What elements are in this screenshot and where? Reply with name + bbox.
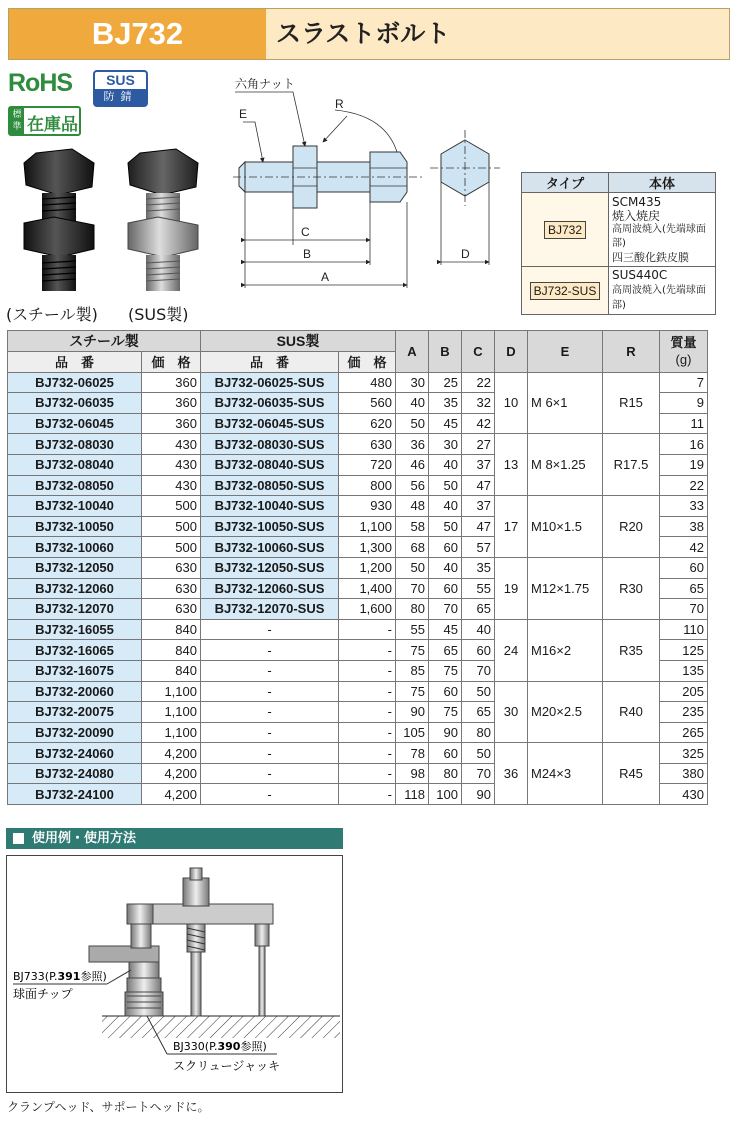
dim-R: R35 [603, 619, 660, 681]
dim-D: 19 [495, 557, 528, 619]
dim-B: 60 [429, 681, 462, 702]
part-number-steel: BJ732-24100 [8, 784, 142, 805]
price-sus: 1,300 [339, 537, 396, 558]
dim-A: 75 [396, 681, 429, 702]
dim-C-label: C [301, 225, 310, 239]
dim-B: 75 [429, 702, 462, 723]
subheader-price: 価 格 [339, 352, 396, 373]
stock-badge [8, 106, 81, 136]
spec-row-type [522, 193, 609, 267]
dim-E: M24×3 [528, 743, 603, 805]
price-sus: 930 [339, 496, 396, 517]
price-sus: - [339, 743, 396, 764]
dim-A: 80 [396, 599, 429, 620]
dim-C: 60 [462, 640, 495, 661]
hex-nut-label: 六角ナット [235, 77, 295, 91]
dim-B: 35 [429, 393, 462, 414]
tip-label: BJ733(P.391参照) [13, 970, 107, 983]
part-number-sus: BJ732-06045-SUS [201, 413, 339, 434]
dim-D: 36 [495, 743, 528, 805]
price-sus: - [339, 763, 396, 784]
part-number-steel: BJ732-20075 [8, 702, 142, 723]
price-sus: - [339, 784, 396, 805]
price-steel: 630 [142, 578, 201, 599]
mass: 42 [660, 537, 708, 558]
type-badge-steel: BJ732 [544, 221, 586, 239]
mass: 135 [660, 660, 708, 681]
mass: 380 [660, 763, 708, 784]
price-steel: 630 [142, 557, 201, 578]
dim-R: R45 [603, 743, 660, 805]
part-number-sus: - [201, 619, 339, 640]
mass: 265 [660, 722, 708, 743]
mass: 33 [660, 496, 708, 517]
price-steel: 430 [142, 434, 201, 455]
header-D: D [495, 331, 528, 373]
sus-bolt-photo [118, 145, 210, 295]
dim-A: 118 [396, 784, 429, 805]
price-steel: 500 [142, 516, 201, 537]
dim-A-label: A [321, 270, 330, 284]
dim-B: 40 [429, 496, 462, 517]
type-badge-sus: BJ732-SUS [530, 282, 601, 300]
dim-D: 30 [495, 681, 528, 743]
mass: 430 [660, 784, 708, 805]
price-steel: 4,200 [142, 743, 201, 764]
mass: 125 [660, 640, 708, 661]
stock-badge-label: 在庫品 [27, 115, 78, 135]
part-number-steel: BJ732-08040 [8, 454, 142, 475]
spec-header-type: タイプ [522, 173, 609, 193]
price-steel: 360 [142, 393, 201, 414]
dim-A: 68 [396, 537, 429, 558]
price-steel: 1,100 [142, 681, 201, 702]
steel-caption: (スチール製) [6, 305, 98, 324]
price-sus: 800 [339, 475, 396, 496]
price-sus: 1,100 [339, 516, 396, 537]
dim-B: 100 [429, 784, 462, 805]
dim-D: 13 [495, 434, 528, 496]
dim-B: 30 [429, 434, 462, 455]
part-number-steel: BJ732-06025 [8, 372, 142, 393]
part-number-sus: BJ732-12050-SUS [201, 557, 339, 578]
mass: 60 [660, 557, 708, 578]
part-number-steel: BJ732-08030 [8, 434, 142, 455]
dim-E-label: E [239, 107, 248, 121]
dim-R: R40 [603, 681, 660, 743]
dim-B: 60 [429, 537, 462, 558]
dim-A: 46 [396, 454, 429, 475]
part-number-sus: BJ732-08040-SUS [201, 454, 339, 475]
header-A: A [396, 331, 429, 373]
price-steel: 1,100 [142, 702, 201, 723]
dim-B: 75 [429, 660, 462, 681]
dim-B: 65 [429, 640, 462, 661]
part-number-steel: BJ732-12070 [8, 599, 142, 620]
header-sus: SUS製 [201, 331, 396, 352]
price-sus: - [339, 660, 396, 681]
dim-E: M 8×1.25 [528, 434, 603, 496]
price-sus: 630 [339, 434, 396, 455]
dim-A: 56 [396, 475, 429, 496]
part-number-steel: BJ732-06035 [8, 393, 142, 414]
dim-C: 65 [462, 599, 495, 620]
dim-A: 30 [396, 372, 429, 393]
header-R: R [603, 331, 660, 373]
dim-B: 90 [429, 722, 462, 743]
price-steel: 4,200 [142, 763, 201, 784]
part-number-steel: BJ732-08050 [8, 475, 142, 496]
spec-header-body: 本体 [609, 173, 716, 193]
dim-R: R30 [603, 557, 660, 619]
part-number-sus: - [201, 640, 339, 661]
dim-C: 65 [462, 702, 495, 723]
usage-footer: クランプヘッド、サポートヘッドに。 [7, 1100, 210, 1114]
dim-A: 58 [396, 516, 429, 537]
bolt-head [183, 878, 209, 906]
part-number-steel: BJ732-16075 [8, 660, 142, 681]
spec-row-body: SUS440C 高周波焼入(先端球面部) [609, 267, 716, 315]
header-steel: スチール製 [8, 331, 201, 352]
price-steel: 840 [142, 619, 201, 640]
part-number-sus: BJ732-10060-SUS [201, 537, 339, 558]
dim-B: 40 [429, 454, 462, 475]
dim-A: 85 [396, 660, 429, 681]
price-sus: 1,400 [339, 578, 396, 599]
part-number-sus: - [201, 702, 339, 723]
part-number-sus: - [201, 660, 339, 681]
part-number-sus: BJ732-12070-SUS [201, 599, 339, 620]
mass: 11 [660, 413, 708, 434]
dim-A: 75 [396, 640, 429, 661]
product-title: スラストボルト [276, 19, 451, 48]
price-sus: 1,600 [339, 599, 396, 620]
sus-caption: (SUS製) [128, 305, 189, 324]
dim-C: 50 [462, 681, 495, 702]
dim-B: 50 [429, 475, 462, 496]
dim-A: 40 [396, 393, 429, 414]
dim-D: 17 [495, 496, 528, 558]
part-number-steel: BJ732-10060 [8, 537, 142, 558]
dim-B: 45 [429, 619, 462, 640]
price-steel: 840 [142, 640, 201, 661]
dim-E: M 6×1 [528, 372, 603, 434]
dim-B: 50 [429, 516, 462, 537]
price-sus: - [339, 702, 396, 723]
dim-A: 36 [396, 434, 429, 455]
dim-D-label: D [461, 247, 470, 261]
part-number-steel: BJ732-20060 [8, 681, 142, 702]
dim-R: R15 [603, 372, 660, 434]
dim-R: R20 [603, 496, 660, 558]
dim-R-label: R [335, 97, 344, 111]
table-row [8, 496, 708, 517]
mass: 16 [660, 434, 708, 455]
dim-C: 70 [462, 660, 495, 681]
part-number-sus: - [201, 743, 339, 764]
dim-E: M10×1.5 [528, 496, 603, 558]
dim-E: M16×2 [528, 619, 603, 681]
part-number-sus: - [201, 722, 339, 743]
part-number-steel: BJ732-16065 [8, 640, 142, 661]
dim-A: 78 [396, 743, 429, 764]
mass: 65 [660, 578, 708, 599]
part-number-sus: BJ732-08030-SUS [201, 434, 339, 455]
dim-C: 55 [462, 578, 495, 599]
tip-name: 球面チップ [13, 987, 73, 1001]
dim-B: 60 [429, 743, 462, 764]
dim-C: 32 [462, 393, 495, 414]
part-number-steel: BJ732-12050 [8, 557, 142, 578]
square-icon [13, 833, 24, 844]
usage-section-title: 使用例・使用方法 [32, 831, 137, 846]
price-steel: 430 [142, 454, 201, 475]
table-row [8, 619, 708, 640]
price-steel: 360 [142, 372, 201, 393]
price-sus: - [339, 681, 396, 702]
dim-A: 70 [396, 578, 429, 599]
mass: 22 [660, 475, 708, 496]
price-sus: 720 [339, 454, 396, 475]
dim-A: 48 [396, 496, 429, 517]
part-number-steel: BJ732-06045 [8, 413, 142, 434]
sus-badge [93, 70, 148, 107]
table-row [8, 743, 708, 764]
usage-diagram [7, 856, 342, 1092]
subheader-part: 品 番 [201, 352, 339, 373]
stock-badge-small: 標準 [10, 108, 24, 134]
material-spec-table [521, 172, 716, 315]
price-sus: 480 [339, 372, 396, 393]
dim-A: 55 [396, 619, 429, 640]
part-number-steel: BJ732-12060 [8, 578, 142, 599]
header-bar [8, 8, 730, 60]
dim-A: 105 [396, 722, 429, 743]
header-E: E [528, 331, 603, 373]
part-number-steel: BJ732-10040 [8, 496, 142, 517]
dim-B: 45 [429, 413, 462, 434]
price-steel: 1,100 [142, 722, 201, 743]
usage-section-header [6, 828, 343, 849]
subheader-price: 価 格 [142, 352, 201, 373]
price-steel: 500 [142, 496, 201, 517]
part-number-sus: - [201, 763, 339, 784]
price-steel: 630 [142, 599, 201, 620]
dim-C: 90 [462, 784, 495, 805]
dim-R: R17.5 [603, 434, 660, 496]
price-steel: 4,200 [142, 784, 201, 805]
sus-badge-sub: 防錆 [95, 89, 146, 105]
part-number-steel: BJ732-24080 [8, 763, 142, 784]
mass: 7 [660, 372, 708, 393]
part-number-sus: BJ732-10040-SUS [201, 496, 339, 517]
table-row [8, 681, 708, 702]
header-B: B [429, 331, 462, 373]
mass: 235 [660, 702, 708, 723]
dim-B-label: B [303, 247, 312, 261]
part-number-sus: BJ732-10050-SUS [201, 516, 339, 537]
dim-C: 50 [462, 743, 495, 764]
dim-C: 70 [462, 763, 495, 784]
dim-A: 50 [396, 557, 429, 578]
part-number-steel: BJ732-10050 [8, 516, 142, 537]
dim-C: 27 [462, 434, 495, 455]
floor-hatch [102, 1016, 340, 1038]
table-row [8, 557, 708, 578]
dim-B: 80 [429, 763, 462, 784]
steel-bolt-photo [14, 145, 106, 295]
price-sus: - [339, 722, 396, 743]
dim-C: 35 [462, 557, 495, 578]
part-number-steel: BJ732-16055 [8, 619, 142, 640]
dim-C: 37 [462, 496, 495, 517]
part-number-sus: - [201, 681, 339, 702]
part-number-sus: BJ732-08050-SUS [201, 475, 339, 496]
mass: 38 [660, 516, 708, 537]
jack-label: BJ330(P.390参照) [173, 1040, 267, 1053]
dim-B: 70 [429, 599, 462, 620]
dim-B: 25 [429, 372, 462, 393]
dim-D: 24 [495, 619, 528, 681]
dimension-drawing [225, 70, 515, 300]
dim-A: 90 [396, 702, 429, 723]
product-code: BJ732 [9, 9, 266, 59]
rohs-badge: RoHS [8, 69, 73, 97]
header-mass: 質量 (g) [660, 331, 708, 373]
mass: 19 [660, 454, 708, 475]
price-steel: 500 [142, 537, 201, 558]
part-number-sus: BJ732-06035-SUS [201, 393, 339, 414]
price-steel: 840 [142, 660, 201, 681]
product-table [7, 330, 708, 805]
price-steel: 430 [142, 475, 201, 496]
dim-E: M20×2.5 [528, 681, 603, 743]
mass: 205 [660, 681, 708, 702]
dim-B: 60 [429, 578, 462, 599]
price-sus: 1,200 [339, 557, 396, 578]
part-number-sus: BJ732-12060-SUS [201, 578, 339, 599]
part-number-steel: BJ732-20090 [8, 722, 142, 743]
product-table-body [8, 372, 708, 804]
dim-C: 37 [462, 454, 495, 475]
price-sus: - [339, 640, 396, 661]
part-number-steel: BJ732-24060 [8, 743, 142, 764]
dim-C: 22 [462, 372, 495, 393]
dim-C: 47 [462, 516, 495, 537]
dim-A: 50 [396, 413, 429, 434]
part-number-sus: - [201, 784, 339, 805]
stud [191, 952, 201, 1016]
dim-C: 47 [462, 475, 495, 496]
spherical-tip [129, 962, 159, 978]
price-sus: 620 [339, 413, 396, 434]
thrust-bolt [259, 946, 265, 1016]
usage-illustration [6, 855, 343, 1093]
jack-name: スクリュージャッキ [173, 1059, 281, 1073]
dim-A: 98 [396, 763, 429, 784]
spec-row-body: SCM435 焼入焼戻 高周波焼入(先端球面部) 四三酸化鉄皮膜 [609, 193, 716, 267]
dim-C: 42 [462, 413, 495, 434]
price-sus: - [339, 619, 396, 640]
table-row [8, 434, 708, 455]
mass: 9 [660, 393, 708, 414]
dim-B: 40 [429, 557, 462, 578]
dim-C: 40 [462, 619, 495, 640]
header-C: C [462, 331, 495, 373]
mass: 325 [660, 743, 708, 764]
dim-C: 80 [462, 722, 495, 743]
mass: 70 [660, 599, 708, 620]
subheader-part: 品 番 [8, 352, 142, 373]
table-row [8, 372, 708, 393]
dim-C: 57 [462, 537, 495, 558]
dim-E: M12×1.75 [528, 557, 603, 619]
sus-badge-label: SUS [106, 72, 135, 88]
spec-row-type [522, 267, 609, 315]
mass: 110 [660, 619, 708, 640]
price-steel: 360 [142, 413, 201, 434]
part-number-sus: BJ732-06025-SUS [201, 372, 339, 393]
price-sus: 560 [339, 393, 396, 414]
dim-D: 10 [495, 372, 528, 434]
